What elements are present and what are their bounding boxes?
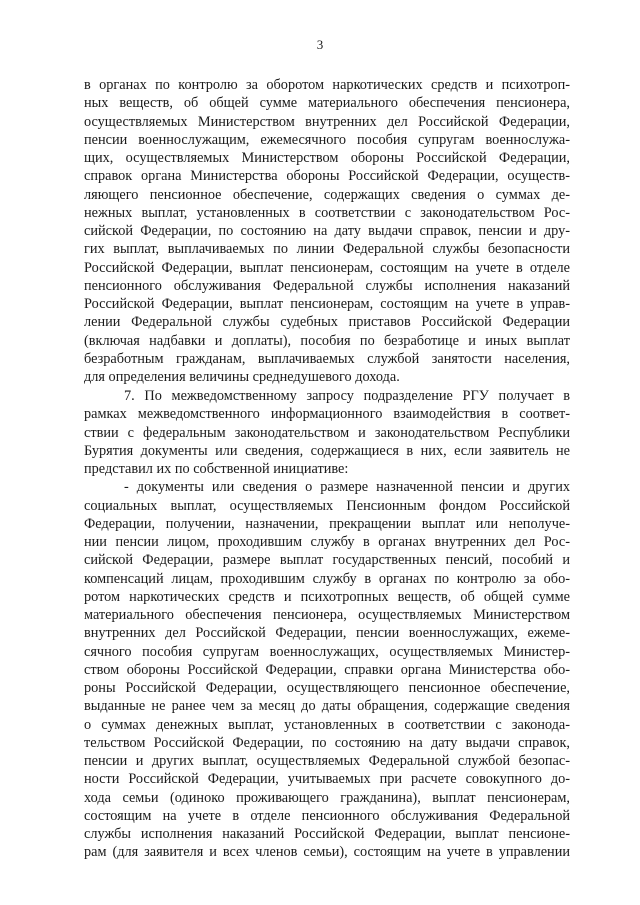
text-line: Федерации, получении, назначении, прекращении выплат или неполуче- [84,515,570,532]
text-line: роны Российской Федерации, осуществляющего пенсионное обеспечение, [84,680,570,696]
text-line: лении Федеральной службы судебных приставов Российской Федерации [84,314,570,331]
text-line: нежных выплат, установленных в соответствии с законодательством Рос- [84,204,570,221]
text-line: безработным гражданам, выплачиваемых службой занятости населения, [84,350,570,367]
text-line: рам (для заявителя и всех членов семьи), состоящим на учете в управлении [84,844,570,861]
text-line: состоящим на учете в отделе пенсионного обслуживания Федеральной [84,807,570,824]
text-line: в органах по контролю за оборотом наркотических средств и психотроп- [84,77,570,93]
text-line: гих выплат, выплачиваемых по линии Федеральной службы безопасности [84,241,570,258]
text-line: представил их по собственной инициативе: [84,461,349,477]
text-line: - документы или сведения о размере назначенной пенсии и других [124,479,570,496]
text-line: рамках межведомственного информационного взаимодействия в соответ- [84,406,570,423]
text-line: о суммах денежных выплат, установленных в соответствии с законода- [84,716,570,733]
text-line: пенсии военнослужащим, ежемесячного пособия супругам военнослужа- [84,131,570,148]
text-line: осуществляемых Министерством внутренних дел Российской Федерации, [84,113,570,130]
text-line: социальных выплат, осуществляемых Пенсионным фондом Российской [84,497,570,514]
text-line: материального обеспечения пенсионера, осуществляемых Министерством [84,607,570,623]
text-line: нии пенсии лицом, проходившим службу в органах внутренних дел Рос- [84,534,570,550]
text-line: компенсаций лицам, проходившим службу в органах по контролю за обо- [84,570,570,587]
page-number: 3 [316,37,324,52]
text-line: хода семьи (одиноко проживающего гражданина), выплат пенсионерам, [84,789,570,806]
paragraph-item-7 [84,387,570,862]
text-line: Российской Федерации, выплат пенсионерам, состоящим на учете в отделе [84,259,570,276]
text-line: справок органа Министерства обороны Российской Федерации, осуществ- [84,168,570,185]
paragraph-continuation [84,76,570,386]
text-line: ством обороны Российской Федерации, справки органа Министерства обо- [84,661,570,678]
text-line: тельством Российской Федерации, по состоянию на дату выдачи справок, [84,734,570,751]
text-line: сийской Федерации, размере выплат государственных пенсий, пособий и [84,552,570,569]
text-line: ности Российской Федерации, учитываемых при расчете совокупного до- [84,771,570,788]
text-line: службы исполнения наказаний Российской Федерации, выплат пенсионе- [84,826,570,842]
text-line: внутренних дел Российской Федерации, пенсии военнослужащих, ежеме- [84,625,570,642]
text-line: щих, осуществляемых Министерством обороны Российской Федерации, [84,150,570,166]
text-line: сийской Федерации, по состоянию на дату выдачи справок, пенсии и дру- [84,223,570,239]
text-line: для определения величины среднедушевого дохода. [84,369,400,385]
text-line: пенсионного обслуживания Федеральной службы исполнения наказаний [84,277,570,294]
text-line: (включая надбавки и доплаты), пособия по безработице и иных выплат [84,332,570,349]
text-line: ных веществ, об общей сумме материального обеспечения пенсионера, [84,95,570,112]
text-line: выданные не ранее чем за месяц до даты обращения, содержащие сведения [84,698,570,715]
text-line: ствии с федеральным законодательством и законодательством Республики [84,424,570,441]
text-line: ляющего пенсионное обеспечение, содержащих сведения о суммах де- [84,186,570,203]
text-line: 7. По межведомственному запросу подразделение РГУ получает в [124,388,570,404]
text-line: сячного пособия супругам военнослужащих, осуществляемых Министер- [84,643,570,660]
text-line: Бурятия документы или сведения, содержащиеся в них, если заявитель не [84,442,570,459]
text-line: пенсии и других выплат, осуществляемых Федеральной службой безопас- [84,753,570,769]
text-line: ротом наркотических средств и психотропных веществ, об общей сумме [84,588,570,605]
text-line: Российской Федерации, выплат пенсионерам, состоящим на учете в управ- [84,296,570,312]
